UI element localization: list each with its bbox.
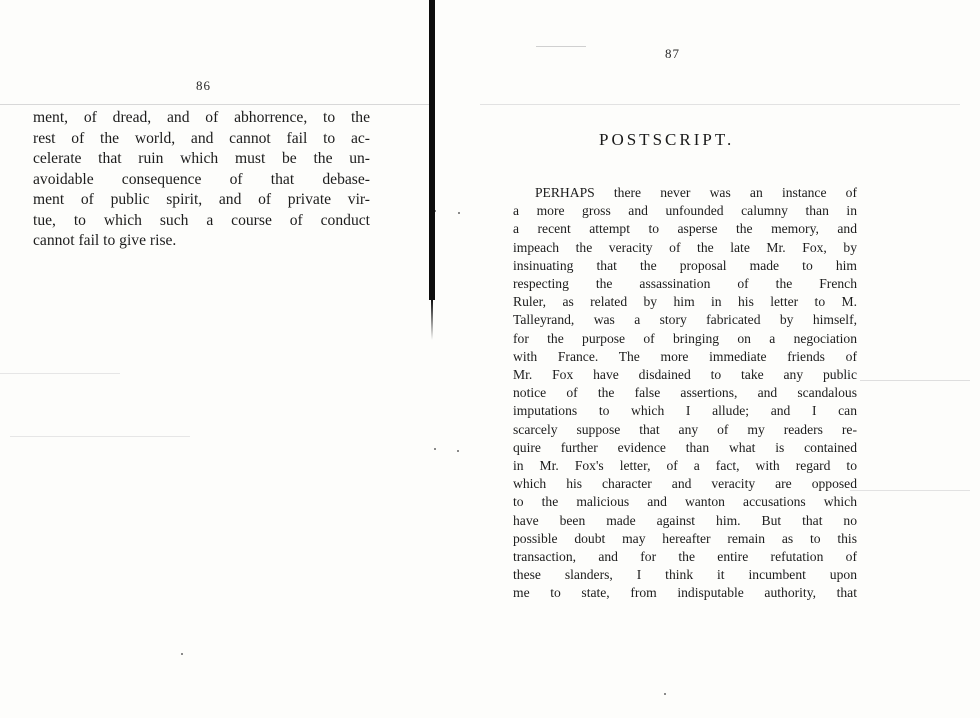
section-heading: POSTSCRIPT. [599, 130, 735, 149]
text-line: impeach the veracity of the late Mr. Fox, by [513, 239, 857, 255]
text-line: tue, to which such a course of conduct [33, 211, 370, 229]
text-line: insinuating that the proposal made to him [513, 257, 857, 273]
text-line: in Mr. Fox's letter, of a fact, with regard to [513, 458, 857, 474]
text-line: respecting the assassination of the French [513, 276, 857, 292]
text-line: notice of the false assertions, and scandalous [513, 385, 857, 401]
text-line: imputations to which I allude; and I can [513, 403, 857, 419]
text-line: to the malicious and wanton accusations which [513, 494, 857, 510]
text-line: which his character and veracity are opposed [513, 476, 857, 492]
text-line: with France. The more immediate friends of [513, 348, 857, 364]
text-line: for the purpose of bringing on a negociation [513, 330, 857, 346]
text-line: rest of the world, and cannot fail to ac- [33, 129, 370, 147]
text-line: scarcely suppose that any of my readers re- [513, 421, 857, 437]
text-line: these slanders, I think it incumbent upon [513, 567, 857, 583]
text-line: PERHAPS there never was an instance of [535, 185, 857, 200]
page-number: 86 [196, 78, 211, 93]
text-line: Ruler, as related by him in his letter to M. [513, 294, 857, 310]
text-line: have been made against him. But that no [513, 512, 857, 528]
text-line: me to state, from indisputable authority, that [513, 585, 857, 601]
left-page [0, 0, 429, 718]
text-line: avoidable consequence of that debase- [33, 170, 370, 188]
page-number: 87 [665, 46, 680, 61]
right-page [435, 0, 980, 718]
text-line: transaction, and for the entire refutation of [513, 549, 857, 565]
text-line: ment, of dread, and of abhorrence, to the [33, 109, 370, 126]
body-text [513, 184, 857, 603]
text-line: cannot fail to give rise. [33, 232, 177, 249]
text-line: quire further evidence than what is contained [513, 439, 857, 455]
text-line: Talleyrand, was a story fabricated by himself, [513, 312, 857, 328]
text-line: Mr. Fox have disdained to take any public [513, 367, 857, 383]
text-line: a recent attempt to asperse the memory, and [513, 221, 857, 237]
text-line: a more gross and unfounded calumny than in [513, 203, 857, 219]
body-text [33, 108, 370, 252]
binding-gutter-shadow [431, 300, 433, 340]
text-line: possible doubt may hereafter remain as to this [513, 530, 857, 546]
text-line: celerate that ruin which must be the un- [33, 150, 370, 167]
text-line: ment of public spirit, and of private vir- [33, 191, 370, 208]
